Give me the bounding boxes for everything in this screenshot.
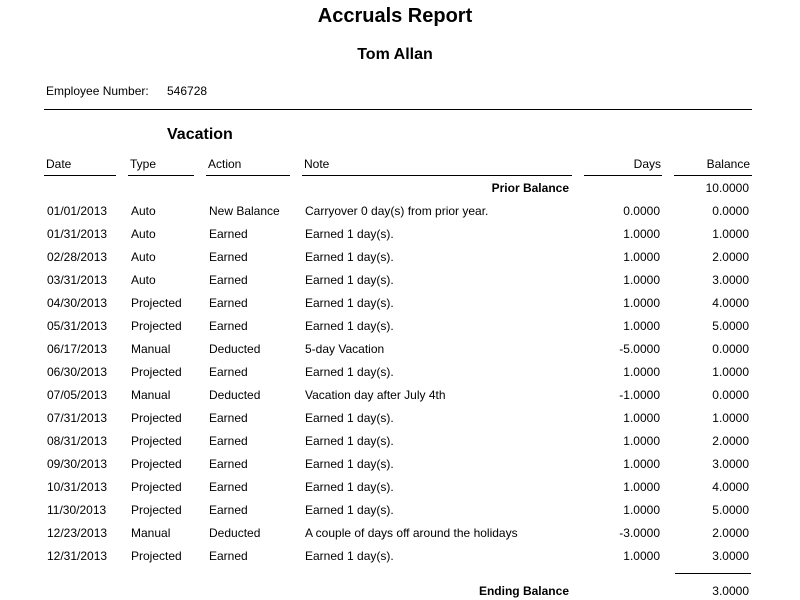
row-action: Earned [209, 434, 248, 448]
table-row [0, 434, 800, 457]
row-date: 01/01/2013 [47, 204, 108, 218]
row-date: 03/31/2013 [47, 273, 108, 287]
prior-balance-label: Prior Balance [491, 181, 569, 195]
table-row [0, 411, 800, 434]
row-type: Auto [131, 250, 156, 264]
row-type: Projected [131, 480, 182, 494]
row-action: Deducted [209, 526, 261, 540]
row-date: 10/31/2013 [47, 480, 108, 494]
row-balance: 0.0000 [712, 388, 749, 402]
row-days: 1.0000 [623, 480, 660, 494]
table-row [0, 227, 800, 250]
row-note: Earned 1 day(s). [305, 227, 394, 241]
row-balance: 3.0000 [712, 457, 749, 471]
row-balance: 1.0000 [712, 411, 749, 425]
row-type: Auto [131, 273, 156, 287]
table-row [0, 250, 800, 273]
row-date: 12/31/2013 [47, 549, 108, 563]
column-header-date: Date [46, 157, 72, 171]
row-date: 09/30/2013 [47, 457, 108, 471]
row-type: Manual [131, 388, 171, 402]
row-balance: 2.0000 [712, 526, 749, 540]
row-days: 1.0000 [623, 434, 660, 448]
row-days: -5.0000 [619, 342, 660, 356]
row-days: 1.0000 [623, 319, 660, 333]
row-action: Earned [209, 549, 248, 563]
row-date: 12/23/2013 [47, 526, 108, 540]
row-type: Projected [131, 319, 182, 333]
table-row [0, 296, 800, 319]
row-date: 08/31/2013 [47, 434, 108, 448]
column-header-days: Days [633, 157, 661, 171]
ending-balance-rule [675, 573, 751, 574]
row-balance: 0.0000 [712, 342, 749, 356]
column-header-note: Note [304, 157, 330, 171]
row-date: 07/05/2013 [47, 388, 108, 402]
employee-number-label: Employee Number: [46, 84, 149, 98]
column-header-action: Action [208, 157, 242, 171]
row-action: Earned [209, 250, 248, 264]
row-days: 1.0000 [623, 549, 660, 563]
table-row [0, 365, 800, 388]
row-note: 5-day Vacation [305, 342, 385, 356]
row-type: Projected [131, 296, 182, 310]
row-type: Manual [131, 526, 171, 540]
row-balance: 3.0000 [712, 549, 749, 563]
row-action: Earned [209, 273, 248, 287]
employee-name: Tom Allan [357, 46, 433, 63]
row-action: Earned [209, 411, 248, 425]
column-underline-note [302, 175, 572, 176]
row-type: Auto [131, 204, 156, 218]
row-date: 07/31/2013 [47, 411, 108, 425]
row-note: Vacation day after July 4th [305, 388, 446, 402]
row-note: Carryover 0 day(s) from prior year. [305, 204, 489, 218]
row-note: Earned 1 day(s). [305, 411, 394, 425]
table-row [0, 549, 800, 572]
table-row [0, 273, 800, 296]
table-row [0, 388, 800, 411]
row-note: A couple of days off around the holidays [305, 526, 518, 540]
row-note: Earned 1 day(s). [305, 434, 394, 448]
row-note: Earned 1 day(s). [305, 319, 394, 333]
table-row [0, 342, 800, 365]
ending-balance-label: Ending Balance [478, 584, 569, 598]
prior-balance-value: 10.0000 [705, 181, 749, 195]
table-row [0, 204, 800, 227]
row-balance: 2.0000 [712, 250, 749, 264]
row-action: Deducted [209, 342, 261, 356]
row-days: 1.0000 [623, 250, 660, 264]
row-note: Earned 1 day(s). [305, 365, 394, 379]
table-row [0, 457, 800, 480]
row-action: Earned [209, 296, 248, 310]
row-date: 04/30/2013 [47, 296, 108, 310]
row-days: 1.0000 [623, 457, 660, 471]
row-note: Earned 1 day(s). [305, 503, 394, 517]
row-type: Projected [131, 457, 182, 471]
row-days: 1.0000 [623, 273, 660, 287]
row-days: 0.0000 [623, 204, 660, 218]
row-type: Projected [131, 411, 182, 425]
row-days: 1.0000 [623, 365, 660, 379]
row-note: Earned 1 day(s). [305, 457, 394, 471]
row-note: Earned 1 day(s). [305, 549, 394, 563]
row-type: Projected [131, 549, 182, 563]
row-balance: 3.0000 [712, 273, 749, 287]
row-type: Projected [131, 503, 182, 517]
row-balance: 4.0000 [712, 296, 749, 310]
row-balance: 2.0000 [712, 434, 749, 448]
table-row [0, 526, 800, 549]
column-header-balance: Balance [706, 157, 750, 171]
row-action: Earned [209, 319, 248, 333]
column-underline-type [128, 175, 194, 176]
header-divider [44, 109, 752, 110]
row-balance: 1.0000 [712, 227, 749, 241]
row-balance: 1.0000 [712, 365, 749, 379]
row-date: 06/17/2013 [47, 342, 108, 356]
table-row [0, 319, 800, 342]
table-row [0, 503, 800, 526]
row-note: Earned 1 day(s). [305, 296, 394, 310]
row-note: Earned 1 day(s). [305, 273, 394, 287]
section-title: Vacation [167, 126, 233, 143]
row-date: 05/31/2013 [47, 319, 108, 333]
row-action: New Balance [209, 204, 280, 218]
table-row [0, 480, 800, 503]
row-note: Earned 1 day(s). [305, 250, 394, 264]
row-action: Earned [209, 365, 248, 379]
row-action: Earned [209, 457, 248, 471]
row-balance: 5.0000 [712, 503, 749, 517]
row-type: Auto [131, 227, 156, 241]
row-action: Earned [209, 503, 248, 517]
row-date: 06/30/2013 [47, 365, 108, 379]
row-days: -3.0000 [619, 526, 660, 540]
row-date: 11/30/2013 [47, 503, 107, 517]
column-underline-action [206, 175, 290, 176]
row-days: 1.0000 [623, 411, 660, 425]
ending-balance-value: 3.0000 [712, 584, 749, 598]
row-action: Earned [209, 480, 248, 494]
column-underline-days [584, 175, 662, 176]
row-type: Projected [131, 365, 182, 379]
row-balance: 4.0000 [712, 480, 749, 494]
column-underline-balance [674, 175, 752, 176]
row-balance: 0.0000 [712, 204, 749, 218]
row-days: 1.0000 [623, 227, 660, 241]
row-date: 01/31/2013 [47, 227, 108, 241]
report-title: Accruals Report [317, 5, 473, 27]
row-type: Projected [131, 434, 182, 448]
row-action: Deducted [209, 388, 261, 402]
row-type: Manual [131, 342, 171, 356]
row-note: Earned 1 day(s). [305, 480, 394, 494]
row-days: 1.0000 [623, 296, 660, 310]
row-action: Earned [209, 227, 248, 241]
column-underline-date [44, 175, 116, 176]
row-days: -1.0000 [619, 388, 660, 402]
column-header-type: Type [130, 157, 157, 171]
row-days: 1.0000 [623, 503, 660, 517]
row-date: 02/28/2013 [47, 250, 108, 264]
row-balance: 5.0000 [712, 319, 749, 333]
employee-number-value: 546728 [167, 84, 208, 98]
